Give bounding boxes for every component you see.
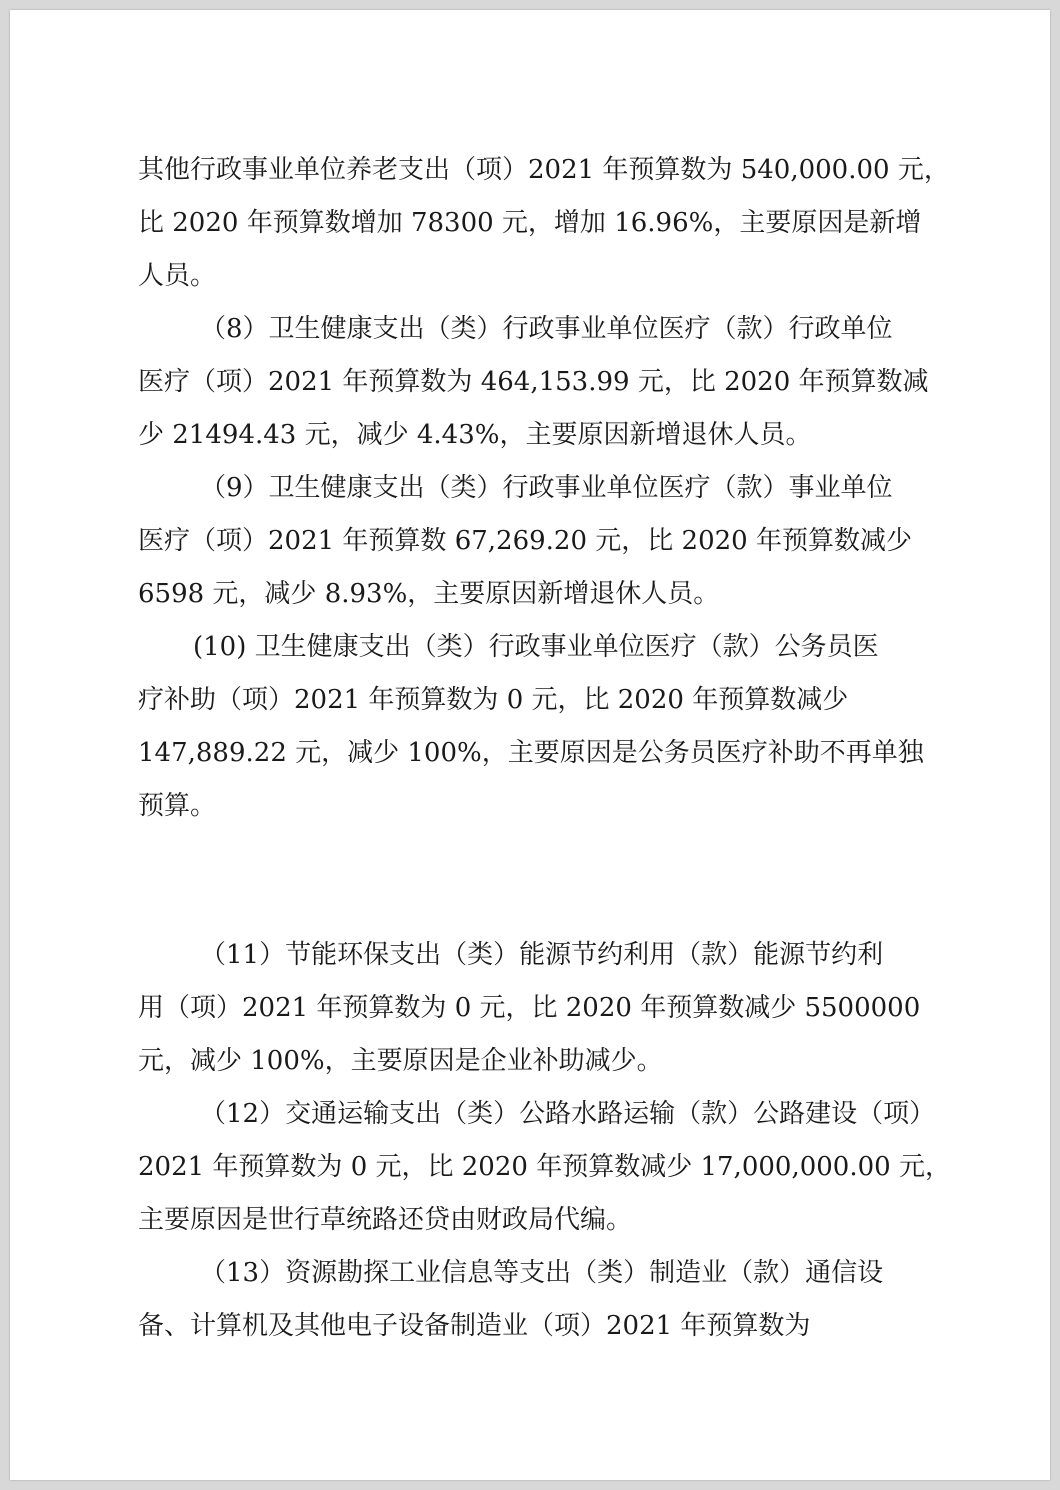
text-line: （9）卫生健康支出（类）行政事业单位医疗（款）事业单位 <box>200 473 893 503</box>
text-line: 2021 年预算数为 0 元，比 2020 年预算数减少 17,000,000.00 元， <box>138 1152 951 1182</box>
text-line: （12）交通运输支出（类）公路水路运输（款）公路建设（项） <box>200 1099 936 1129</box>
text-line: 医疗（项）2021 年预算数 67,269.20 元，比 2020 年预算数减少 <box>138 526 912 556</box>
text-line: 其他行政事业单位养老支出（项）2021 年预算数为 540,000.00 元， <box>138 155 950 185</box>
text-line: 疗补助（项）2021 年预算数为 0 元，比 2020 年预算数减少 <box>138 685 849 715</box>
text-line: 预算。 <box>138 791 217 821</box>
text-line: 医疗（项）2021 年预算数为 464,153.99 元，比 2020 年预算数减 <box>138 367 929 397</box>
text-line: （13）资源勘探工业信息等支出（类）制造业（款）通信设 <box>200 1258 884 1288</box>
text-line: 人员。 <box>138 261 217 291</box>
text-line: 少 21494.43 元，减少 4.43%，主要原因新增退休人员。 <box>138 420 812 450</box>
text-line: 用（项）2021 年预算数为 0 元，比 2020 年预算数减少 5500000 <box>138 993 921 1023</box>
text-line: (10) 卫生健康支出（类）行政事业单位医疗（款）公务员医 <box>193 632 879 662</box>
text-line: 备、计算机及其他电子设备制造业（项）2021 年预算数为 <box>138 1311 811 1341</box>
text-line: 6598 元，减少 8.93%，主要原因新增退休人员。 <box>138 579 720 609</box>
text-line: 元，减少 100%，主要原因是企业补助减少。 <box>138 1046 663 1076</box>
text-line: 比 2020 年预算数增加 78300 元，增加 16.96%，主要原因是新增 <box>138 208 922 238</box>
text-line: 147,889.22 元，减少 100%，主要原因是公务员医疗补助不再单独 <box>138 738 924 768</box>
text-line: （8）卫生健康支出（类）行政事业单位医疗（款）行政单位 <box>200 314 893 344</box>
text-line: 主要原因是世行草统路还贷由财政局代编。 <box>138 1205 633 1235</box>
document-page <box>10 10 1050 1480</box>
text-line: （11）节能环保支出（类）能源节约利用（款）能源节约利 <box>200 940 884 970</box>
